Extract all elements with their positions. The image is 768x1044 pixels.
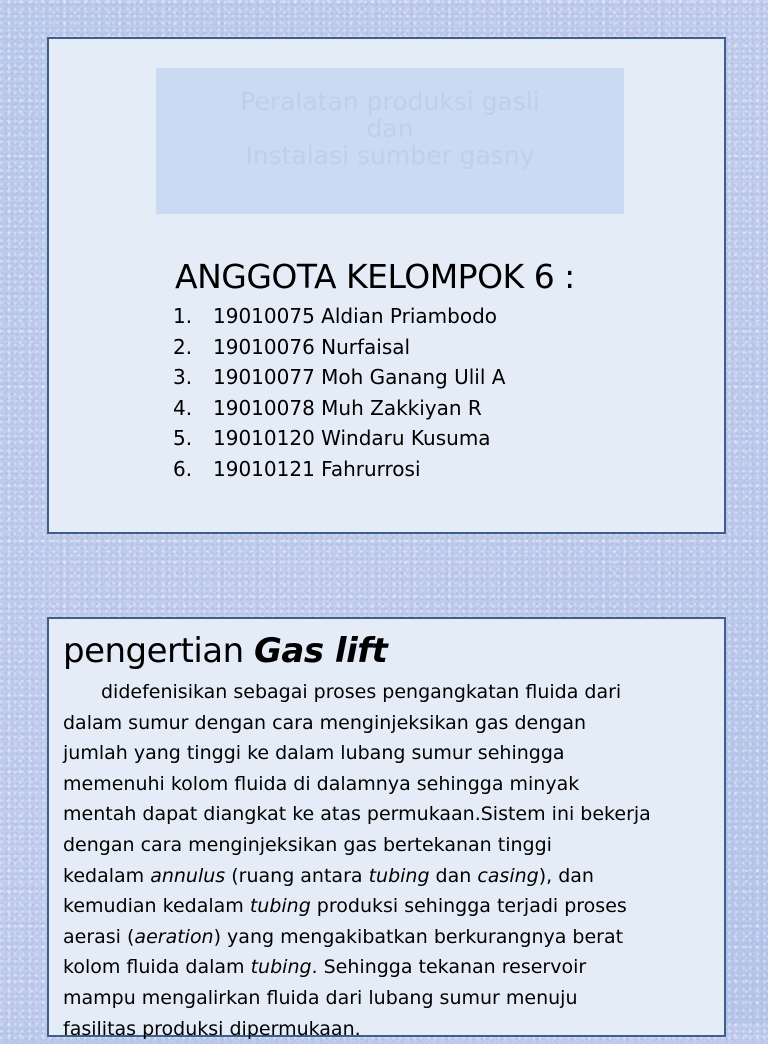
body-line: fasilitas produksi dipermukaan.	[63, 1017, 361, 1040]
member-list	[173, 301, 505, 485]
slide-title-box	[156, 68, 624, 214]
italic-term: tubing	[249, 895, 311, 918]
slide-title-line-2: dan	[366, 114, 414, 143]
italic-term: annulus	[150, 864, 226, 887]
member-text: 19010076 Nurfaisal	[213, 334, 411, 359]
body-line: mentah dapat diangkat ke atas permukaan.Sistem ini bekerja	[63, 803, 651, 826]
body-line	[63, 952, 713, 983]
text-run: (ruang antara	[225, 864, 369, 887]
text-run: aerasi (	[63, 925, 135, 948]
body-line: didefenisikan sebagai proses pengangkatan fluida dari	[101, 681, 622, 703]
section-title	[63, 631, 387, 671]
list-number: 6.	[173, 456, 193, 481]
members-heading: ANGGOTA KELOMPOK 6 :	[175, 257, 575, 296]
slide-definition	[47, 617, 726, 1040]
member-text: 19010075 Aldian Priambodo	[213, 304, 498, 328]
slide-title-line-1: Peralatan produksi gasli	[240, 87, 540, 116]
member-text: 19010120 Windaru Kusuma	[213, 426, 491, 451]
text-run: ) yang mengakibatkan berkurangnya berat	[213, 925, 624, 948]
list-item	[173, 454, 505, 485]
slide-members	[47, 37, 726, 534]
list-item	[173, 393, 505, 424]
list-item	[173, 423, 505, 454]
body-line	[63, 891, 713, 922]
text-run: dan	[429, 864, 478, 887]
body-line: jumlah yang tinggi ke dalam lubang sumur sehingga	[63, 742, 565, 765]
list-item	[173, 301, 505, 332]
member-text: 19010121 Fahrurrosi	[213, 456, 421, 481]
list-number: 4.	[173, 395, 193, 420]
section-title-plain: pengertian	[63, 631, 254, 671]
member-text: 19010078 Muh Zakkiyan R	[213, 395, 482, 420]
italic-term: aeration	[134, 925, 214, 948]
body-line	[63, 861, 713, 892]
body-line: dalam sumur dengan cara menginjeksikan gas dengan	[63, 711, 587, 734]
list-number: 5.	[173, 426, 193, 451]
text-run: kedalam	[63, 864, 151, 887]
text-run: kemudian kedalam	[63, 895, 250, 918]
slide-title-line-3: Instalasi sumber gasny	[245, 141, 535, 170]
member-text: 19010077 Moh Ganang Ulil A	[213, 365, 506, 390]
text-run: ), dan	[538, 864, 594, 887]
list-number: 3.	[173, 365, 193, 390]
section-title-emph: Gas lift	[254, 631, 388, 671]
italic-term: tubing	[368, 864, 430, 887]
text-run: . Sehingga tekanan reservoir	[311, 956, 587, 979]
body-paragraph	[63, 677, 713, 1044]
body-line: mampu mengalirkan fluida dari lubang sumur menuju	[63, 986, 578, 1009]
list-number: 1.	[173, 304, 193, 328]
list-item	[173, 332, 505, 363]
list-item	[173, 362, 505, 393]
list-number: 2.	[173, 334, 193, 359]
text-run: produksi sehingga terjadi proses	[310, 895, 627, 918]
body-line	[63, 922, 713, 953]
italic-term: casing	[477, 864, 539, 887]
body-line: memenuhi kolom fluida di dalamnya sehingga minyak	[63, 772, 580, 795]
text-run: kolom fluida dalam	[63, 956, 251, 979]
italic-term: tubing	[250, 956, 312, 979]
body-line: dengan cara menginjeksikan gas bertekanan tinggi	[63, 833, 552, 856]
